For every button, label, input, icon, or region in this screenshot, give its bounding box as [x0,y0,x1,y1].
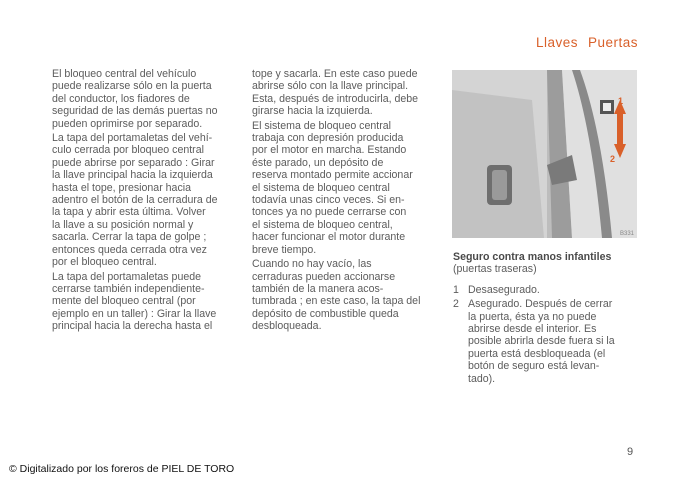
child-lock-section [453,251,638,387]
page-number: 9 [627,446,634,458]
item-text: Desasegurado. [468,283,540,296]
paragraph: Cuando no hay vacío, las cerraduras pueden accionarse también de la manera acos- tumbrada ; en este caso, la tapa del depósito de combustible queda desbloqueada. [252,258,421,333]
list-item [453,298,638,385]
figure-code: B331 [620,231,635,237]
figure-label-1: 1 [618,96,624,106]
door-photo [452,70,637,238]
figure-label-2: 2 [610,154,616,164]
child-lock-list [453,284,638,385]
text-column-2 [252,68,447,335]
footer-credit: © Digitalizado por los foreros de PIEL DE TORO [9,463,235,475]
section-header [536,35,638,50]
header-llaves: Llaves [535,35,578,50]
paragraph: La tapa del portamaletas puede cerrarse también independiente- mente del bloqueo central (por ejemplo en un taller) : Girar la llave principal hacia la derecha hasta el [52,270,217,333]
paragraph: El sistema de bloqueo central trabaja con depresión producida por el motor en marcha. Estando éste parado, un depósito de reserva montado permite accionar el sistema de bloqueo central todavía unas cinco veces. Si en- tonces ya no puede cerrarse con el sistema de bloqueo central, hacer funcionar el motor durante breve tiempo. [252,119,413,256]
item-number: 2 [453,298,459,311]
text-column-1 [52,68,247,335]
paragraph: La tapa del portamaletas del vehí- culo cerrada por bloqueo central puede abrirse por separado : Girar la llave principal hacia la izquierda hasta el tope, presionar hacia adentro el botón de la cerradura de la tapa y abrir esta última. Volver la llave a su posición normal y sacarla. Cerrar la tapa de golpe ; entonces queda cerrada otra vez por el bloqueo central. [52,132,218,269]
section-subtitle: (puertas traseras) [453,263,537,276]
item-number: 1 [453,283,459,296]
list-item [453,284,638,296]
section-title: Seguro contra manos infantiles [453,251,612,263]
paragraph: tope y sacarla. En este caso puede abrirse sólo con la llave principal. Esta, después de introducirla, debe girarse hacia la izquierda. [252,68,419,118]
door-lock-illustration [452,70,637,238]
header-puertas: Puertas [587,35,638,50]
paragraph: El bloqueo central del vehículo puede realizarse sólo en la puerta del conductor, los fiadores de seguridad de las demás puertas no pueden oprimirse por separado. [52,68,218,130]
item-text: Asegurado. Después de cerrar la puerta, ésta ya no puede abrirse desde el interior. Es posible abrirla desde fuera si la puerta está desbloqueada (el botón de seguro está levan- tado). [468,298,615,385]
